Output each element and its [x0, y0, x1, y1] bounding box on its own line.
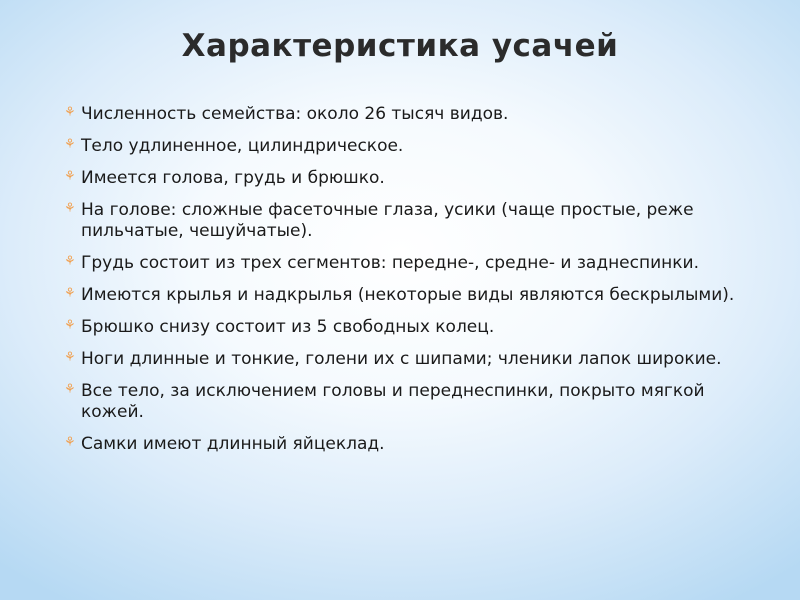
- list-item: [64, 253, 754, 274]
- flower-bullet-icon: ⚘: [64, 105, 76, 120]
- slide-title: Характеристика усачей: [181, 28, 619, 64]
- list-item: [64, 136, 754, 157]
- list-item-text: Численность семейства: около 26 тысяч видов.: [81, 104, 509, 124]
- list-item-text: Имеются крылья и надкрылья (некоторые виды являются бескрылыми).: [81, 285, 735, 305]
- list-item: [64, 200, 754, 242]
- flower-bullet-icon: ⚘: [64, 201, 76, 216]
- list-item-text: Имеется голова, грудь и брюшко.: [81, 168, 385, 188]
- list-item: [64, 317, 754, 338]
- list-item: [64, 381, 754, 423]
- list-item: [64, 168, 754, 189]
- flower-bullet-icon: ⚘: [64, 350, 76, 365]
- list-item-text: Тело удлиненное, цилиндрическое.: [81, 136, 404, 156]
- list-item-text: Ноги длинные и тонкие, голени их с шипами; членики лапок широкие.: [81, 349, 722, 369]
- flower-bullet-icon: ⚘: [64, 137, 76, 152]
- list-item-text: На голове: сложные фасеточные глаза, усики (чаще простые, реже пильчатые, чешуйчатые).: [81, 200, 694, 241]
- flower-bullet-icon: ⚘: [64, 318, 76, 333]
- flower-bullet-icon: ⚘: [64, 435, 76, 450]
- list-item-text: Брюшко снизу состоит из 5 свободных колец.: [81, 317, 495, 337]
- list-item: [64, 285, 754, 306]
- list-item: [64, 349, 754, 370]
- flower-bullet-icon: ⚘: [64, 254, 76, 269]
- list-item-text: Грудь состоит из трех сегментов: передне-, средне- и заднеспинки.: [81, 253, 699, 273]
- list-item-text: Самки имеют длинный яйцеклад.: [81, 434, 385, 454]
- list-item: [64, 104, 754, 125]
- list-item-text: Все тело, за исключением головы и переднеспинки, покрыто мягкой кожей.: [81, 381, 705, 422]
- flower-bullet-icon: ⚘: [64, 286, 76, 301]
- list-item: [64, 434, 754, 455]
- flower-bullet-icon: ⚘: [64, 382, 76, 397]
- flower-bullet-icon: ⚘: [64, 169, 76, 184]
- bullet-list: [64, 104, 754, 466]
